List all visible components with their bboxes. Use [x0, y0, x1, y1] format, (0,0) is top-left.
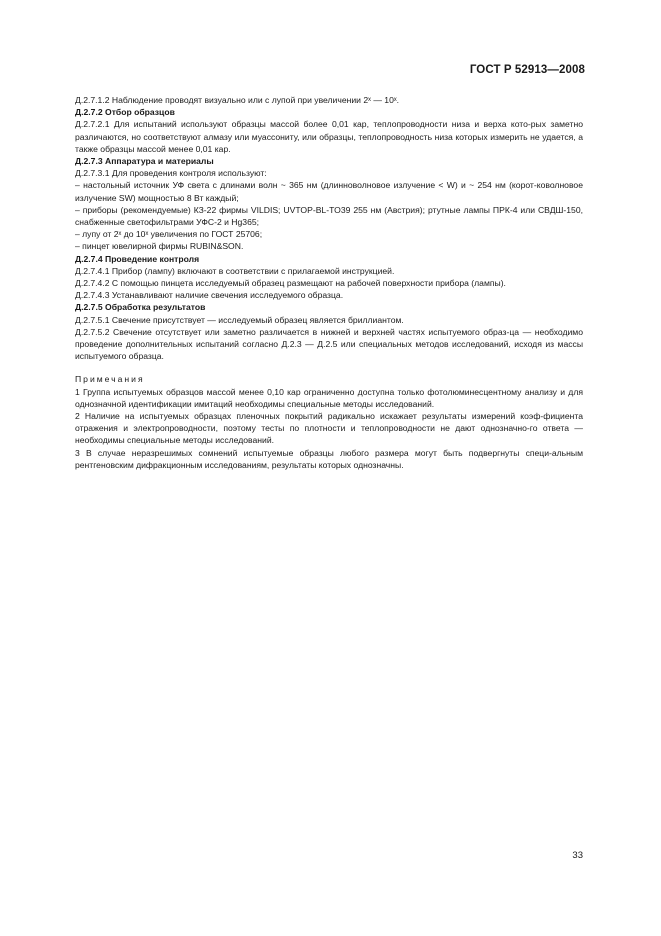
list-item: – настольный источник УФ света с длинами волн ~ 365 нм (длинноволновое излучение < W) и ~ 254 нм (корот-коволновое излучение SW) мощностью 8 Вт каждый;: [75, 180, 583, 203]
section-heading: Д.2.7.4 Проведение контроля: [75, 253, 200, 264]
text-line: Д.2.7.4.2 С помощью пинцета исследуемый образец размещают на рабочей поверхности прибора (лампы).: [75, 278, 506, 289]
text-line: Д.2.7.1.2 Наблюдение проводят визуально или с лупой при увеличении 2ˣ — 10ˣ.: [75, 95, 400, 105]
section-heading: Д.2.7.3 Аппаратура и материалы: [75, 156, 214, 167]
page-content: [75, 94, 583, 471]
section-heading: Д.2.7.5 Обработка результатов: [75, 302, 206, 313]
text-line: Д.2.7.5.2 Свечение отсутствует или заметно различается в нижней и верхней частях испытуемого образ-ца — необходимо проведение дополнительных испытаний согласно Д.2.3 — Д.2.5 или специальных методов исследований, исходя из массы испытуемого образца.: [75, 326, 583, 362]
text-line: Д.2.7.5.1 Свечение присутствует — исследуемый образец является бриллиантом.: [75, 314, 404, 325]
notes-title: Примечания: [75, 374, 145, 385]
note-item: 3 В случае неразрешимых сомнений испытуемые образцы любого размера могут быть подвергнуты специ-альным рентгеновским дифракционным исследованиям, результаты которых однозначны.: [75, 447, 583, 470]
list-item: – приборы (рекомендуемые) КЗ-22 фирмы VILDIS; UVTOP-BL-TO39 255 нм (Австрия); ртутные лампы ПРК-4 или СВДШ-150, снабженные светофильтрами УФС-2 и Hg365;: [75, 204, 583, 228]
text-line: Д.2.7.4.3 Устанавливают наличие свечения исследуемого образца.: [75, 290, 344, 301]
text-line: Д.2.7.4.1 Прибор (лампу) включают в соответствии с прилагаемой инструкцией.: [75, 265, 395, 276]
text-line: Д.2.7.2.1 Для испытаний используют образцы массой более 0,01 кар, теплопроводности низа и верха кото-рых заметно различаются, но соответствуют алмазу или муассониту, или образцы, теплопроводность низа которых измерить не удается, а также образцы массой менее 0,01 кар.: [75, 119, 583, 154]
list-item: – лупу от 2ˣ до 10ˣ увеличения по ГОСТ 25706;: [75, 229, 263, 240]
document-header: ГОСТ Р 52913—2008: [469, 64, 585, 76]
section-heading: Д.2.7.2 Отбор образцов: [75, 107, 175, 118]
list-item: – пинцет ювелирной фирмы RUBIN&SON.: [75, 241, 244, 252]
note-item: 2 Наличие на испытуемых образцах пленочных покрытий радикально искажает результаты измерений коэф-фициента отражения и электропроводности, поэтому тесты по плотности и теплопроводности не дают однозначно-го ответа — необходимы специальные методы исследований.: [75, 411, 583, 446]
page-number: 33: [572, 850, 583, 861]
note-item: 1 Группа испытуемых образцов массой менее 0,10 кар ограниченно доступна только фотолюминесцентному анализу и для однозначной идентификации имитаций необходимы специальные методы исследований.: [75, 386, 583, 409]
text-line: Д.2.7.3.1 Для проведения контроля используют:: [75, 168, 267, 179]
